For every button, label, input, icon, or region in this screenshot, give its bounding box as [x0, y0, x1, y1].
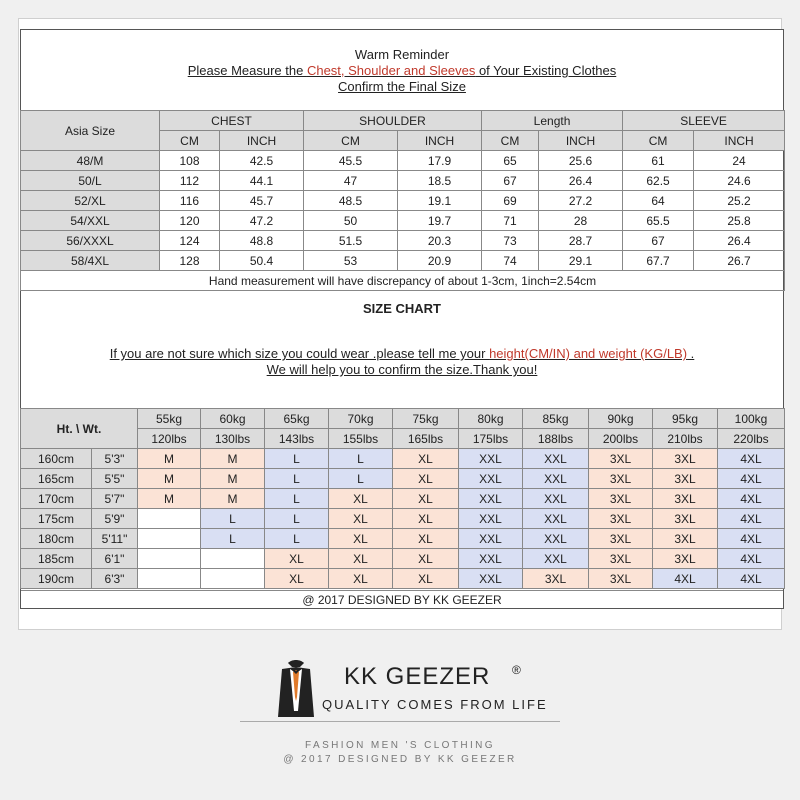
size-cell: 4XL: [718, 509, 785, 529]
size-cell: 3XL: [589, 449, 653, 469]
height-ft-cell: 5'9": [92, 509, 138, 529]
asia-size-cell: 54/XXL: [21, 211, 160, 231]
size-cell: 4XL: [718, 489, 785, 509]
measurement-cell: 25.6: [539, 151, 623, 171]
size-cell: [138, 529, 201, 549]
asia-size-cell: 52/XL: [21, 191, 160, 211]
group-header: SLEEVE: [623, 111, 785, 131]
size-cell: L: [201, 529, 265, 549]
measurement-table: [20, 110, 785, 291]
measurement-cell: 71: [482, 211, 539, 231]
measurement-row: [21, 231, 785, 251]
height-row: [21, 449, 785, 469]
asia-size-cell: 48/M: [21, 151, 160, 171]
size-cell: 3XL: [589, 529, 653, 549]
size-cell: L: [329, 449, 393, 469]
size-cell: XXL: [459, 469, 523, 489]
asia-size-cell: 56/XXXL: [21, 231, 160, 251]
size-cell: XXL: [459, 529, 523, 549]
measurement-cell: 69: [482, 191, 539, 211]
weight-kg-header: 70kg: [329, 409, 393, 429]
size-cell: L: [201, 509, 265, 529]
size-cell: XXL: [459, 509, 523, 529]
size-cell: XXL: [523, 469, 589, 489]
reminder-text-post: of Your Existing Clothes: [475, 63, 617, 78]
measurement-cell: 42.5: [220, 151, 304, 171]
size-cell: XXL: [523, 529, 589, 549]
asia-size-cell: 50/L: [21, 171, 160, 191]
size-cell: 3XL: [589, 569, 653, 589]
measurement-cell: 51.5: [304, 231, 398, 251]
measurement-cell: 47.2: [220, 211, 304, 231]
measurement-cell: 27.2: [539, 191, 623, 211]
size-cell: M: [201, 469, 265, 489]
height-weight-table: [20, 408, 785, 589]
height-row: [21, 529, 785, 549]
measurement-cell: 124: [160, 231, 220, 251]
size-cell: [201, 549, 265, 569]
size-cell: M: [138, 489, 201, 509]
size-cell: XL: [393, 489, 459, 509]
measurement-cell: 28.7: [539, 231, 623, 251]
reminder-instruction: [21, 63, 783, 78]
size-cell: XXL: [523, 509, 589, 529]
size-cell: XL: [329, 529, 393, 549]
measurement-cell: 26.4: [539, 171, 623, 191]
measurement-cell: 116: [160, 191, 220, 211]
brand-tagline: QUALITY COMES FROM LIFE: [322, 697, 548, 712]
weight-lbs-header: 210lbs: [653, 429, 718, 449]
size-cell: [201, 569, 265, 589]
measurement-cell: 24: [694, 151, 785, 171]
measurement-row: [21, 251, 785, 271]
size-cell: [138, 509, 201, 529]
size-cell: 3XL: [653, 449, 718, 469]
weight-lbs-header: 220lbs: [718, 429, 785, 449]
message-post: .: [687, 346, 695, 361]
size-cell: 3XL: [653, 509, 718, 529]
size-cell: 4XL: [718, 529, 785, 549]
height-cm-cell: 165cm: [21, 469, 92, 489]
measurement-row: [21, 171, 785, 191]
brand-copyright: @ 2017 DESIGNED BY KK GEEZER: [283, 754, 517, 765]
size-cell: L: [265, 489, 329, 509]
size-cell: 3XL: [523, 569, 589, 589]
reminder-text-highlight: Chest, Shoulder and Sleeves: [306, 63, 476, 78]
unit-header: CM: [160, 131, 220, 151]
size-cell: XL: [329, 489, 393, 509]
weight-kg-header: 75kg: [393, 409, 459, 429]
ht-wt-corner: Ht. \ Wt.: [21, 409, 138, 449]
height-cm-cell: 170cm: [21, 489, 92, 509]
size-cell: XL: [393, 449, 459, 469]
size-guide-frame: [20, 29, 784, 609]
size-cell: L: [265, 509, 329, 529]
measurement-cell: 64: [623, 191, 694, 211]
registered-mark: ®: [512, 663, 521, 677]
size-cell: 3XL: [653, 469, 718, 489]
measurement-cell: 67.7: [623, 251, 694, 271]
size-chart-message: [21, 346, 783, 361]
group-header: SHOULDER: [304, 111, 482, 131]
height-row: [21, 509, 785, 529]
size-cell: L: [265, 529, 329, 549]
measurement-cell: 73: [482, 231, 539, 251]
size-cell: XL: [265, 569, 329, 589]
size-cell: L: [329, 469, 393, 489]
unit-header: CM: [304, 131, 398, 151]
size-cell: 4XL: [718, 469, 785, 489]
size-cell: [138, 549, 201, 569]
measurement-cell: 48.8: [220, 231, 304, 251]
size-cell: XL: [329, 549, 393, 569]
weight-lbs-header: 155lbs: [329, 429, 393, 449]
measurement-row: [21, 191, 785, 211]
height-cm-cell: 185cm: [21, 549, 92, 569]
size-cell: XXL: [523, 549, 589, 569]
weight-lbs-header: 165lbs: [393, 429, 459, 449]
size-cell: L: [265, 469, 329, 489]
measurement-cell: 19.1: [398, 191, 482, 211]
height-ft-cell: 5'3": [92, 449, 138, 469]
size-cell: M: [138, 469, 201, 489]
chart-credit: @ 2017 DESIGNED BY KK GEEZER: [21, 590, 783, 610]
size-cell: 4XL: [718, 449, 785, 469]
measurement-cell: 120: [160, 211, 220, 231]
weight-kg-header: 85kg: [523, 409, 589, 429]
measurement-cell: 20.9: [398, 251, 482, 271]
size-cell: XXL: [459, 569, 523, 589]
weight-kg-header: 95kg: [653, 409, 718, 429]
size-cell: 3XL: [589, 549, 653, 569]
weight-kg-header: 55kg: [138, 409, 201, 429]
size-cell: XL: [329, 569, 393, 589]
measurement-cell: 65.5: [623, 211, 694, 231]
size-cell: 3XL: [653, 549, 718, 569]
height-row: [21, 569, 785, 589]
weight-lbs-header: 188lbs: [523, 429, 589, 449]
measurement-cell: 53: [304, 251, 398, 271]
size-chart-title: SIZE CHART: [363, 301, 441, 316]
measurement-cell: 50.4: [220, 251, 304, 271]
size-cell: M: [138, 449, 201, 469]
measurement-cell: 24.6: [694, 171, 785, 191]
size-cell: L: [265, 449, 329, 469]
size-cell: XL: [393, 529, 459, 549]
measurement-cell: 74: [482, 251, 539, 271]
weight-lbs-header: 175lbs: [459, 429, 523, 449]
weight-lbs-header: 130lbs: [201, 429, 265, 449]
measurement-note-row: [21, 271, 785, 291]
brand-subtitle: FASHION MEN 'S CLOTHING: [305, 740, 495, 751]
unit-header: CM: [482, 131, 539, 151]
brand-divider: [240, 721, 560, 722]
size-cell: 4XL: [718, 569, 785, 589]
size-cell: XXL: [459, 549, 523, 569]
measurement-cell: 25.8: [694, 211, 785, 231]
height-cm-cell: 160cm: [21, 449, 92, 469]
unit-header: INCH: [220, 131, 304, 151]
brand-block: [240, 655, 560, 725]
unit-header: INCH: [539, 131, 623, 151]
measurement-cell: 62.5: [623, 171, 694, 191]
measurement-body: [21, 151, 785, 271]
measurement-cell: 50: [304, 211, 398, 231]
message-pre: If you are not sure which size you could wear .please tell me your: [109, 346, 490, 361]
size-cell: 3XL: [589, 469, 653, 489]
height-row: [21, 469, 785, 489]
kg-header-row: [21, 409, 785, 429]
size-cell: XL: [393, 509, 459, 529]
size-cell: XL: [329, 509, 393, 529]
reminder-text-pre: Please Measure the: [187, 63, 307, 78]
size-cell: 4XL: [718, 549, 785, 569]
size-cell: M: [201, 449, 265, 469]
measurement-cell: 45.5: [304, 151, 398, 171]
measurement-cell: 67: [623, 231, 694, 251]
measurement-cell: 29.1: [539, 251, 623, 271]
group-header: CHEST: [160, 111, 304, 131]
measurement-cell: 28: [539, 211, 623, 231]
weight-lbs-header: 143lbs: [265, 429, 329, 449]
weight-kg-header: 80kg: [459, 409, 523, 429]
size-cell: XL: [393, 569, 459, 589]
unit-header: INCH: [398, 131, 482, 151]
size-chart-help: We will help you to confirm the size.Thank you!: [266, 362, 538, 377]
size-cell: 4XL: [653, 569, 718, 589]
weight-kg-header: 90kg: [589, 409, 653, 429]
measurement-cell: 18.5: [398, 171, 482, 191]
size-cell: XXL: [523, 449, 589, 469]
size-cell: 3XL: [589, 509, 653, 529]
height-cm-cell: 190cm: [21, 569, 92, 589]
measurement-cell: 26.7: [694, 251, 785, 271]
measurement-cell: 128: [160, 251, 220, 271]
asia-size-cell: 58/4XL: [21, 251, 160, 271]
size-cell: XXL: [459, 489, 523, 509]
measurement-cell: 44.1: [220, 171, 304, 191]
measurement-cell: 25.2: [694, 191, 785, 211]
height-ft-cell: 6'1": [92, 549, 138, 569]
measurement-cell: 67: [482, 171, 539, 191]
group-header: Length: [482, 111, 623, 131]
size-cell: 3XL: [653, 489, 718, 509]
measurement-cell: 45.7: [220, 191, 304, 211]
weight-header: [21, 409, 785, 449]
height-ft-cell: 5'5": [92, 469, 138, 489]
height-cm-cell: 180cm: [21, 529, 92, 549]
weight-lbs-header: 200lbs: [589, 429, 653, 449]
reminder-title: Warm Reminder: [354, 47, 450, 62]
measurement-row: [21, 211, 785, 231]
asia-size-header: Asia Size: [21, 111, 160, 151]
measurement-group-header: [21, 111, 785, 131]
size-cell: XL: [393, 469, 459, 489]
height-ft-cell: 6'3": [92, 569, 138, 589]
brand-name: KK GEEZER: [344, 663, 491, 690]
measurement-cell: 112: [160, 171, 220, 191]
measurement-cell: 65: [482, 151, 539, 171]
height-ft-cell: 5'11": [92, 529, 138, 549]
size-cell: XL: [265, 549, 329, 569]
warm-reminder: [21, 30, 783, 110]
measurement-cell: 26.4: [694, 231, 785, 251]
measurement-cell: 48.5: [304, 191, 398, 211]
size-cell: XXL: [523, 489, 589, 509]
height-row: [21, 549, 785, 569]
weight-lbs-header: 120lbs: [138, 429, 201, 449]
reminder-confirm: Confirm the Final Size: [338, 79, 466, 94]
measurement-cell: 20.3: [398, 231, 482, 251]
size-cell: 3XL: [653, 529, 718, 549]
height-cm-cell: 175cm: [21, 509, 92, 529]
height-row: [21, 489, 785, 509]
size-cell: XL: [393, 549, 459, 569]
weight-kg-header: 100kg: [718, 409, 785, 429]
height-ft-cell: 5'7": [92, 489, 138, 509]
measurement-row: [21, 151, 785, 171]
unit-header: CM: [623, 131, 694, 151]
size-cell: 3XL: [589, 489, 653, 509]
weight-kg-header: 60kg: [201, 409, 265, 429]
message-highlight: height(CM/IN) and weight (KG/LB): [489, 346, 688, 361]
measurement-cell: 108: [160, 151, 220, 171]
height-weight-body: [21, 449, 785, 589]
weight-kg-header: 65kg: [265, 409, 329, 429]
size-cell: XXL: [459, 449, 523, 469]
unit-header: INCH: [694, 131, 785, 151]
size-cell: [138, 569, 201, 589]
tuxedo-logo-icon: [276, 657, 316, 721]
size-cell: M: [201, 489, 265, 509]
measurement-cell: 19.7: [398, 211, 482, 231]
measurement-cell: 17.9: [398, 151, 482, 171]
measurement-cell: 61: [623, 151, 694, 171]
measurement-note: Hand measurement will have discrepancy of about 1-3cm, 1inch=2.54cm: [21, 271, 785, 291]
measurement-cell: 47: [304, 171, 398, 191]
